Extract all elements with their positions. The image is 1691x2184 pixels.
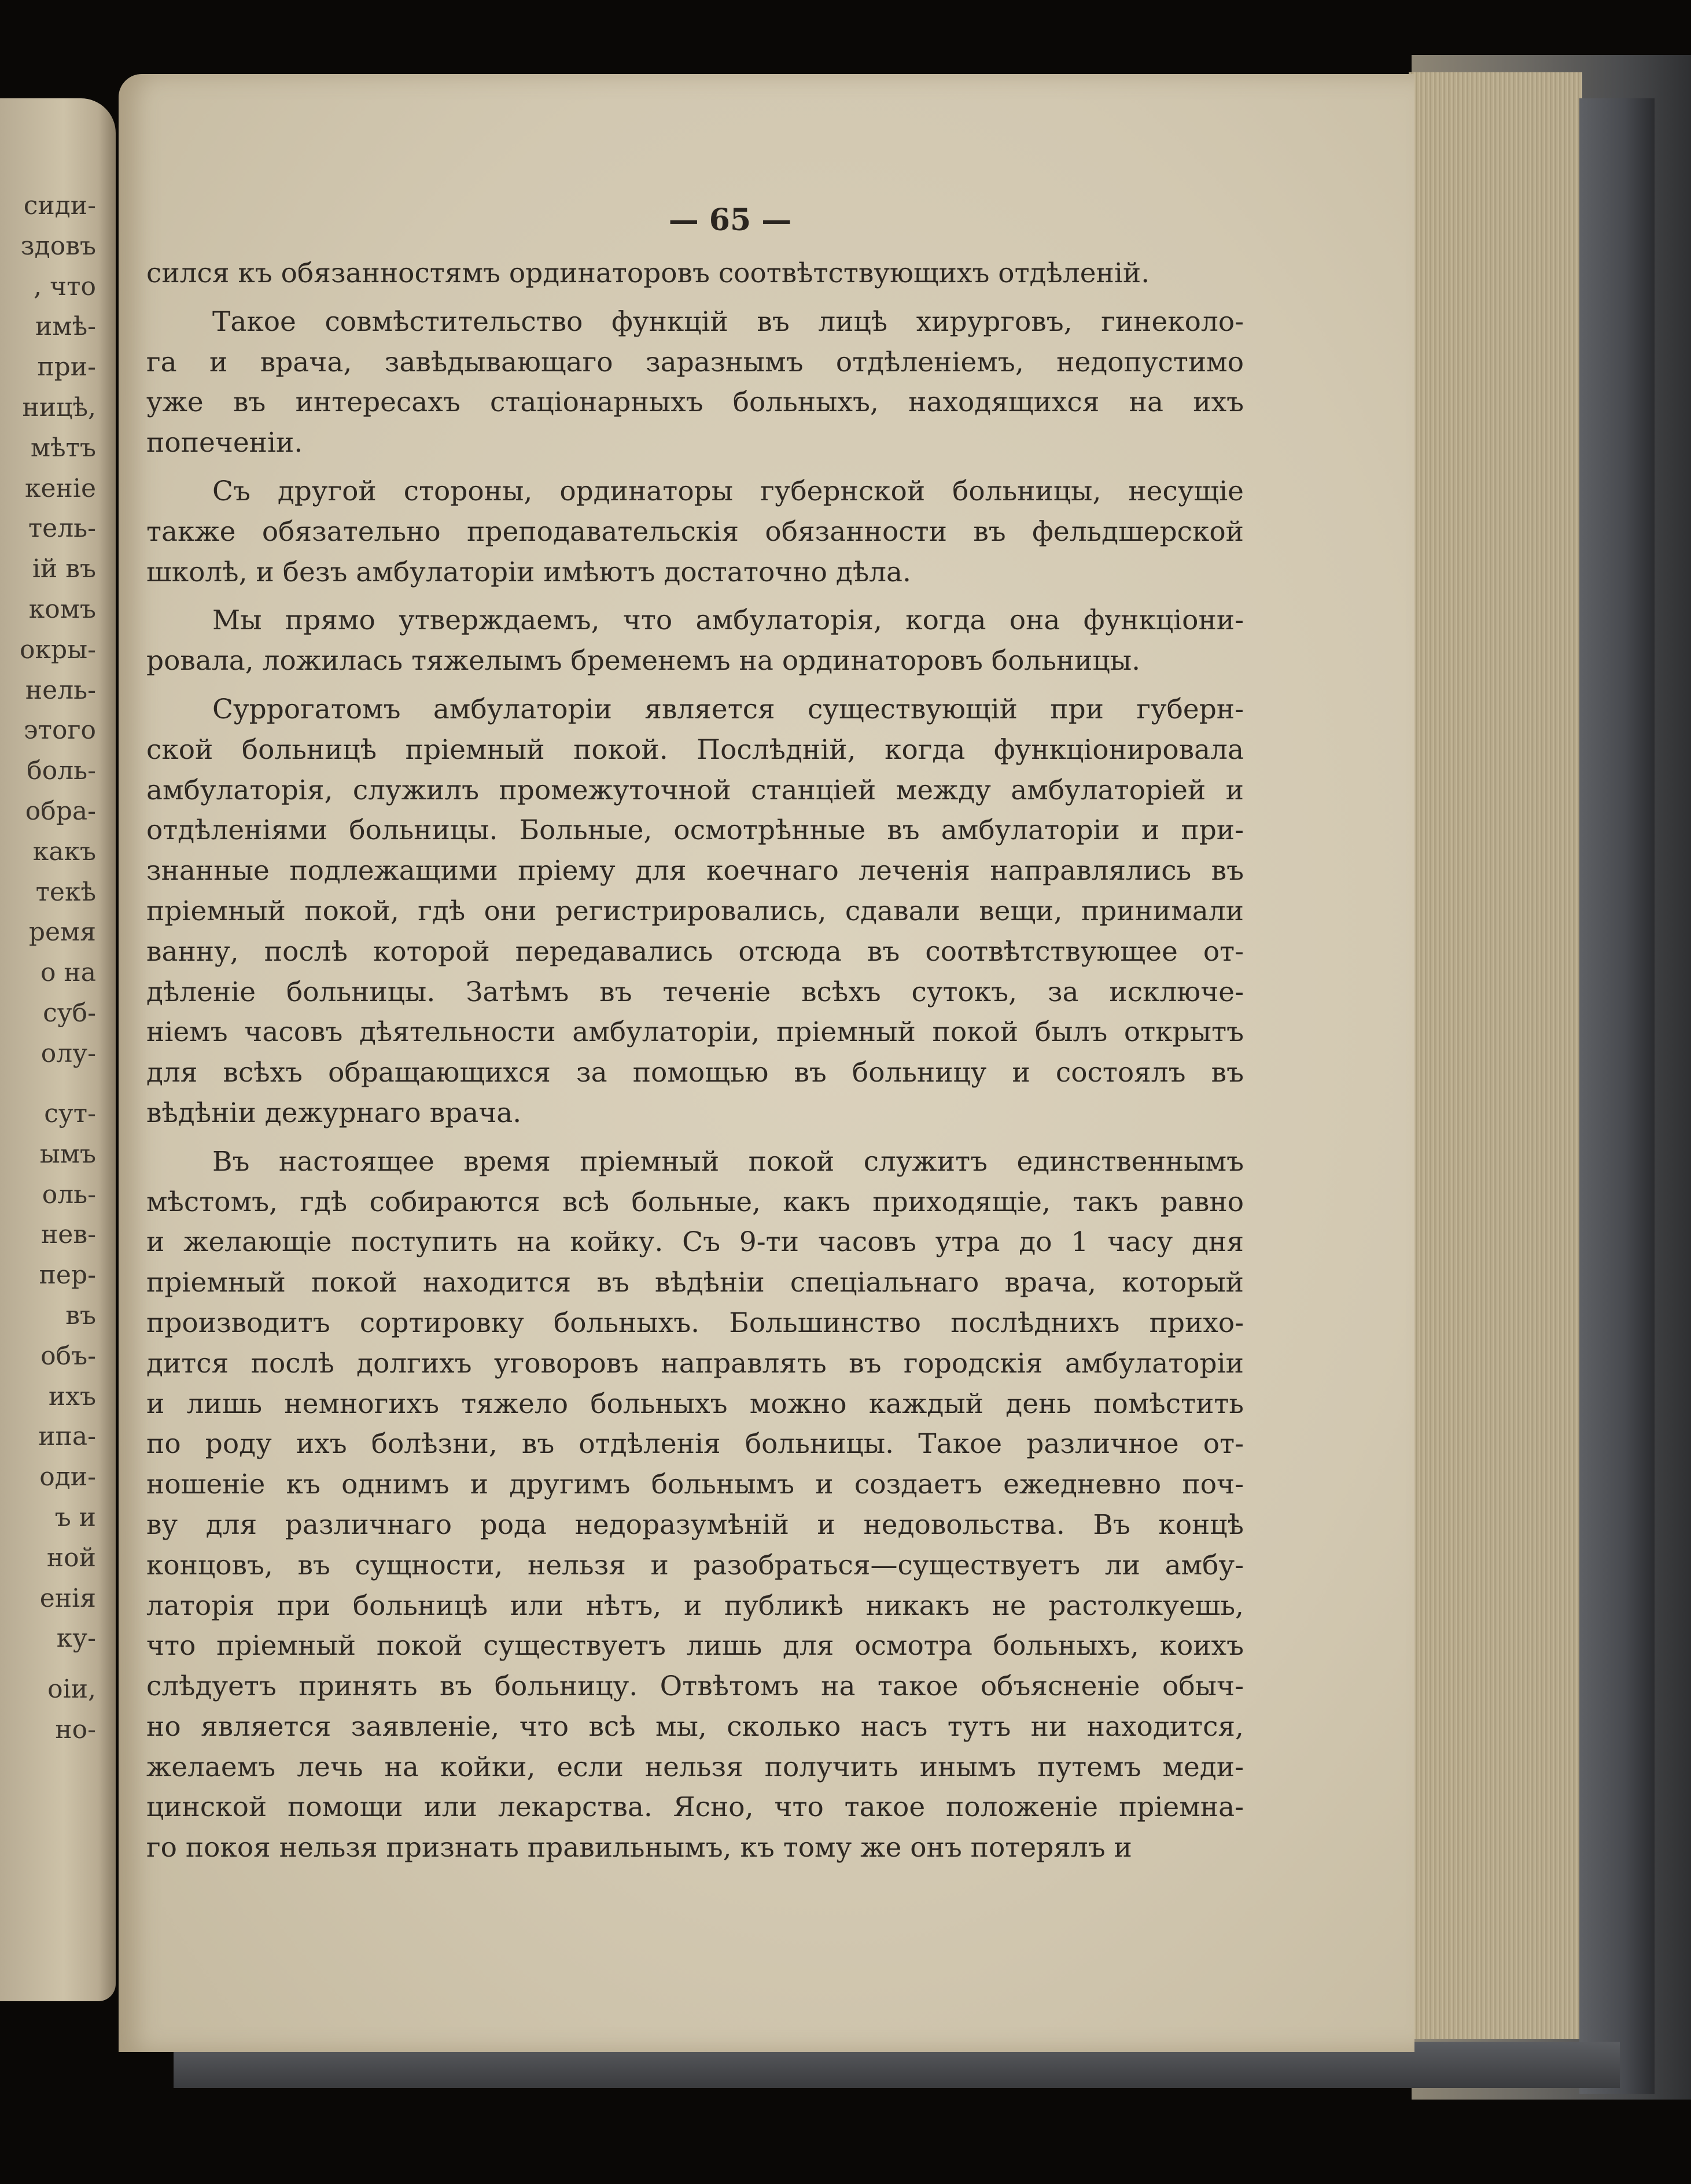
text-line: ровала, ложилась тяжелымъ бременемъ на ординаторовъ больницы.: [146, 645, 1141, 677]
left-page-fragment: ъ и: [54, 1503, 96, 1532]
book-page: [119, 74, 1414, 2052]
left-page-fragment: обра-: [25, 796, 96, 826]
left-page-fragment: тель-: [28, 514, 96, 544]
text-line: вѣдѣніи дежурнаго врача.: [146, 1097, 522, 1129]
left-page-fragment: но-: [55, 1714, 96, 1744]
left-page-fragment: ку-: [56, 1624, 96, 1654]
left-page-fragment: суб-: [43, 998, 96, 1028]
left-page-fragment: оди-: [39, 1462, 96, 1492]
paragraph: [146, 253, 1244, 294]
text-line: пріемный покой находится въ вѣдѣніи спеціальнаго врача, который: [146, 1267, 1244, 1299]
page-number: — 65 —: [668, 202, 792, 238]
previous-page-edge: [0, 98, 116, 2001]
left-page-fragment: объ-: [40, 1341, 96, 1371]
text-line: сился къ обязанностямъ ординаторовъ соотвѣтствующихъ отдѣленій.: [146, 257, 1150, 289]
paragraph: [146, 600, 1244, 681]
left-page-fragment: сиди-: [23, 191, 96, 220]
left-page-fragment: кеніе: [25, 473, 96, 503]
left-page-fragment: какъ: [32, 836, 96, 866]
left-page-fragment: здовъ: [20, 231, 96, 261]
paragraph: [146, 689, 1244, 1134]
text-line: амбулаторія, служилъ промежуточной станціей между амбулаторіей и: [146, 774, 1244, 806]
paragraph: [146, 1142, 1244, 1868]
left-page-fragment: нев-: [40, 1220, 96, 1250]
paragraph-gap: [146, 592, 1244, 600]
paragraph-gap: [146, 1134, 1244, 1142]
text-line: га и врача, завѣдывающаго заразнымъ отдѣленіемъ, недопустимо: [146, 346, 1244, 378]
text-line: ванну, послѣ которой передавались отсюда въ соотвѣтствующее от-: [146, 935, 1244, 968]
left-page-fragment: ной: [46, 1543, 96, 1573]
paragraph-gap: [146, 681, 1244, 689]
text-line: го покоя нельзя признать правильнымъ, къ тому же онъ потерялъ и: [146, 1832, 1132, 1864]
cover-cloth: [1579, 98, 1655, 2094]
text-line: знанные подлежащими пріему для коечнаго леченія направлялись въ: [146, 855, 1244, 887]
body-text: [146, 253, 1244, 1868]
text-line: отдѣленіями больницы. Больные, осмотрѣнные въ амбулаторіи и при-: [146, 814, 1244, 847]
text-line: мѣстомъ, гдѣ собираются всѣ больные, какъ приходящіе, такъ равно: [146, 1186, 1244, 1218]
text-line: Мы прямо утверждаемъ, что амбулаторія, когда она функціони-: [212, 604, 1244, 637]
left-page-fragment: енія: [39, 1583, 96, 1613]
left-page-fragment: ницѣ,: [22, 393, 96, 422]
left-page-fragment: ихъ: [48, 1381, 96, 1411]
text-line: попеченіи.: [146, 427, 303, 459]
text-line: ву для различнаго рода недоразумѣній и недовольства. Въ концѣ: [146, 1508, 1244, 1541]
page-edges: [1409, 72, 1582, 2039]
text-line: латорія при больницѣ или нѣтъ, и публикѣ никакъ не растолкуешь,: [146, 1589, 1244, 1622]
text-line: Такое совмѣстительство функцій въ лицѣ хирурговъ, гинеколо-: [212, 305, 1244, 338]
left-page-fragment: ремя: [28, 917, 96, 947]
left-page-fragment: оіи,: [47, 1674, 96, 1704]
left-page-fragment: оль-: [42, 1179, 96, 1209]
paragraph: [146, 302, 1244, 463]
text-line: также обязательно преподавательскія обязанности въ фельдшерской: [146, 515, 1244, 548]
text-line: уже въ интересахъ стаціонарныхъ больныхъ, находящихся на ихъ: [146, 386, 1244, 419]
text-line: и желающіе поступить на койку. Съ 9-ти часовъ утра до 1 часу дня: [146, 1226, 1244, 1259]
left-page-fragment: мѣтъ: [30, 433, 96, 463]
left-page-fragment: въ: [65, 1301, 96, 1330]
text-line: школѣ, и безъ амбулаторіи имѣютъ достаточно дѣла.: [146, 556, 911, 588]
text-line: Суррогатомъ амбулаторіи является существующій при губерн-: [212, 693, 1244, 725]
paragraph-gap: [146, 463, 1244, 471]
text-line: концовъ, въ сущности, нельзя и разобраться—существуетъ ли амбу-: [146, 1549, 1244, 1581]
left-page-fragment: олу-: [40, 1038, 96, 1068]
left-page-fragment: нель-: [25, 675, 96, 705]
left-page-fragment: сут-: [44, 1099, 96, 1128]
left-page-fragment: боль-: [27, 756, 96, 786]
text-line: пріемный покой, гдѣ они регистрировались, сдавали вещи, принимали: [146, 895, 1244, 927]
text-line: дѣленіе больницы. Затѣмъ въ теченіе всѣхъ сутокъ, за исключе-: [146, 976, 1244, 1008]
left-page-fragment: окры-: [19, 634, 96, 665]
text-line: дится послѣ долгихъ уговоровъ направлять въ городскія амбулаторіи: [146, 1347, 1244, 1379]
left-page-fragment: комъ: [28, 595, 96, 624]
text-line: и лишь немногихъ тяжело больныхъ можно каждый день помѣстить: [146, 1388, 1244, 1420]
text-line: для всѣхъ обращающихся за помощью въ больницу и состоялъ въ: [146, 1057, 1244, 1089]
text-line: ніемъ часовъ дѣятельности амбулаторіи, пріемный покой былъ открытъ: [146, 1016, 1244, 1049]
text-line: но является заявленіе, что всѣ мы, сколько насъ тутъ ни находится,: [146, 1710, 1244, 1743]
text-line: по роду ихъ болѣзни, въ отдѣленія больницы. Такое различное от-: [146, 1428, 1244, 1460]
text-line: цинской помощи или лекарства. Ясно, что такое положеніе пріемна-: [146, 1791, 1244, 1824]
text-line: Съ другой стороны, ординаторы губернской больницы, несущіе: [212, 475, 1244, 507]
left-page-fragment: имѣ-: [35, 312, 96, 342]
left-page-fragment: о на: [40, 958, 96, 988]
text-line: производитъ сортировку больныхъ. Большинство послѣднихъ прихо-: [146, 1307, 1244, 1339]
text-line: желаемъ лечь на койки, если нельзя получить инымъ путемъ меди-: [146, 1751, 1244, 1783]
text-line: слѣдуетъ принять въ больницу. Отвѣтомъ на такое объясненіе обыч-: [146, 1670, 1244, 1703]
left-page-fragment: ій въ: [32, 554, 96, 584]
paragraph-gap: [146, 294, 1244, 302]
text-line: ской больницѣ пріемный покой. Послѣдній, когда функціонировала: [146, 733, 1244, 766]
left-page-fragment: ипа-: [38, 1422, 96, 1452]
left-page-fragment: при-: [37, 352, 96, 382]
left-page-fragment: , что: [34, 271, 96, 301]
text-line: что пріемный покой существуетъ лишь для осмотра больныхъ, коихъ: [146, 1630, 1244, 1662]
text-line: Въ настоящее время пріемный покой служитъ единственнымъ: [212, 1145, 1244, 1178]
paragraph: [146, 471, 1244, 592]
left-page-fragment: текѣ: [35, 877, 96, 907]
text-line: ношеніе къ однимъ и другимъ больнымъ и создаетъ ежедневно поч-: [146, 1469, 1244, 1501]
left-page-fragment: ымъ: [39, 1139, 96, 1169]
left-page-fragment: пер-: [39, 1260, 96, 1290]
left-page-fragment: этого: [23, 715, 96, 746]
